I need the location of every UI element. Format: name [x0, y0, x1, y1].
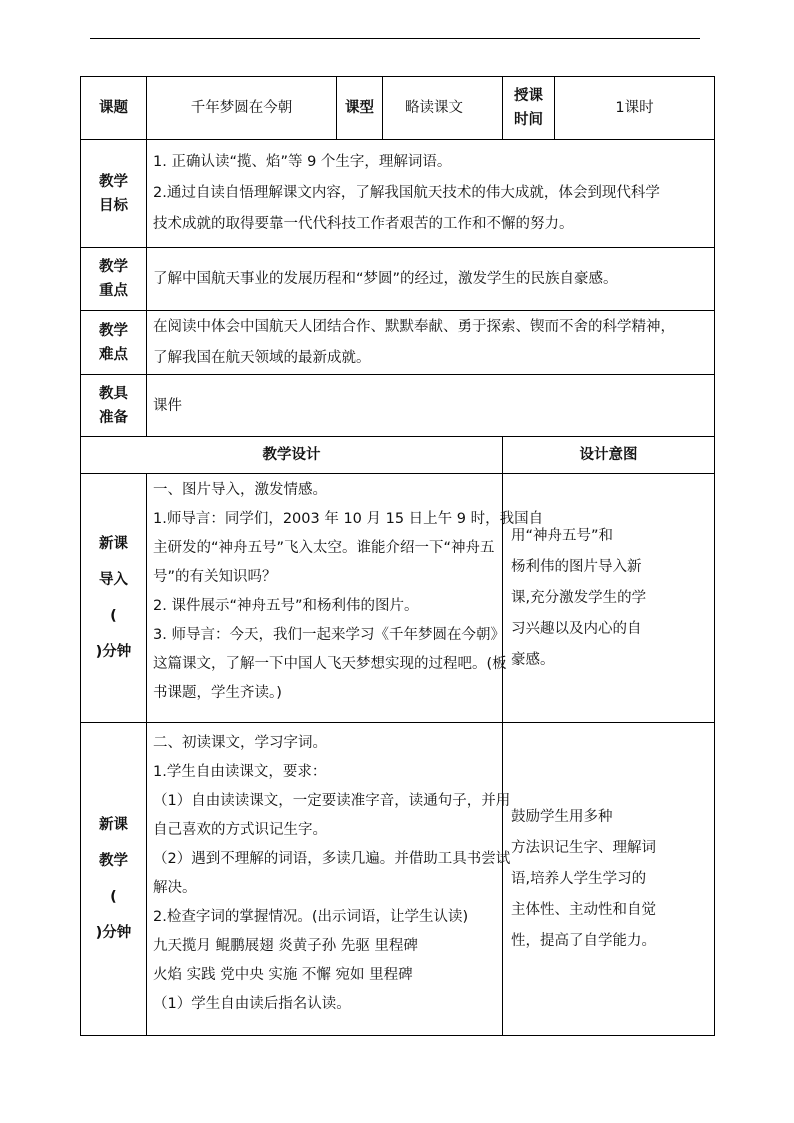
section2-line: （1）学生自由读后指名认读。: [153, 996, 351, 1012]
design-header: 教学设计: [81, 437, 503, 474]
tools-label: [81, 375, 147, 437]
section2-intent-line: 语,培养人学生学习的: [511, 870, 647, 887]
time-label: [503, 77, 555, 140]
section2-vocab-line: 九天揽月 鲲鹏展翅 炎黄子孙 先驱 里程碑: [153, 938, 418, 954]
difficulty-line: 在阅读中体会中国航天人团结合作、默默奉献、勇于探索、锲而不舍的科学精神，: [153, 318, 675, 335]
section2-intent-line: 性，提高了自学能力。: [511, 932, 656, 949]
section1-line: 1.师导言：同学们，2003 年 10 月 15 日上午 9 时，我国自: [153, 511, 544, 527]
type-label: 课型: [337, 77, 383, 140]
section2-intent-line: 主体性、主动性和自觉: [511, 901, 656, 918]
header-row: [81, 77, 715, 140]
section1-row: [81, 474, 715, 723]
focus-label-line2: 重点: [99, 283, 128, 299]
section1-line: 一、图片导入，激发情感。: [153, 482, 327, 498]
design-header-row: [81, 437, 715, 474]
section2-line: 二、初读课文，学习字词。: [153, 735, 327, 751]
section2-row: [81, 723, 715, 1036]
section2-label-line: 新课: [99, 817, 128, 833]
focus-row: [81, 248, 715, 311]
tools-label-line2: 准备: [99, 409, 128, 426]
section1-intent-line: 豪感。: [511, 651, 555, 668]
tools-label-line1: 教具: [99, 385, 128, 402]
tools-row: [81, 375, 715, 437]
section2-label-line: (: [110, 889, 117, 905]
goals-label-line1: 教学: [99, 173, 128, 190]
focus-content: [147, 248, 715, 311]
course-label: 课题: [81, 77, 147, 140]
section1-label-line: )分钟: [95, 644, 132, 660]
intent-header: 设计意图: [503, 437, 715, 474]
goals-line: 2.通过自读自悟理解课文内容，了解我国航天技术的伟大成就，体会到现代科学: [153, 185, 660, 201]
section1-line: 书课题，学生齐读。): [153, 685, 282, 701]
time-value: 1课时: [555, 77, 715, 140]
section2-line: （1）自由读读课文，一定要读准字音，读通句子，并用: [153, 793, 511, 809]
difficulty-line: 了解我国在航天领域的最新成就。: [153, 349, 371, 366]
section2-line: 1.学生自由读课文，要求：: [153, 764, 327, 780]
difficulty-label: [81, 311, 147, 375]
section2-line: 2.检查字词的掌握情况。(出示词语，让学生认读): [153, 909, 469, 925]
goals-label: [81, 140, 147, 248]
section1-intent-line: 习兴趣以及内心的自: [511, 620, 642, 637]
section2-intent-line: 鼓励学生用多种: [511, 808, 613, 825]
section1-line: 主研发的“神舟五号”飞入太空。谁能介绍一下“神舟五: [153, 540, 495, 556]
section1-line: 2. 课件展示“神舟五号”和杨利伟的图片。: [153, 598, 419, 614]
type-value: 略读课文: [383, 77, 503, 140]
goals-content: [147, 140, 715, 248]
section1-label-line: (: [110, 608, 117, 624]
header-rule: [90, 38, 700, 39]
section2-line: 解决。: [153, 880, 197, 896]
section2-line: 自己喜欢的方式识记生字。: [153, 822, 327, 838]
section2-content: [147, 723, 511, 1036]
goals-line: 技术成就的取得要靠一代代科技工作者艰苦的工作和不懈的努力。: [153, 216, 574, 232]
section1-label: [81, 474, 147, 723]
focus-label-line1: 教学: [99, 259, 128, 275]
focus-label: [81, 248, 147, 311]
difficulty-row: [81, 311, 715, 375]
section1-line: 这篇课文，了解一下中国人飞天梦想实现的过程吧。(板: [153, 656, 507, 672]
goals-line: 1. 正确认读“揽、焰”等 9 个生字，理解词语。: [153, 154, 452, 170]
goals-label-line2: 目标: [99, 197, 128, 214]
section2-label-line: )分钟: [95, 925, 132, 941]
section1-intent-line: 杨利伟的图片导入新: [511, 558, 642, 575]
goals-row: [81, 140, 715, 248]
difficulty-label-line2: 难点: [99, 346, 128, 363]
difficulty-label-line1: 教学: [99, 322, 128, 339]
section1-line: 3. 师导言：今天，我们一起来学习《千年梦圆在今朝》: [153, 627, 505, 643]
section2-line: （2）遇到不理解的词语，多读几遍。并借助工具书尝试: [153, 851, 511, 867]
section1-intent-line: 课,充分激发学生的学: [511, 589, 647, 606]
course-title: 千年梦圆在今朝: [147, 77, 337, 140]
focus-text: 了解中国航天事业的发展历程和“梦圆”的经过，激发学生的民族自豪感。: [153, 270, 618, 287]
section1-intent-line: 用“神舟五号”和: [511, 527, 614, 544]
section2-label: [81, 723, 147, 1036]
section1-label-line: 导入: [99, 572, 128, 588]
tools-content: 课件: [147, 375, 715, 437]
section2-intent-line: 方法识记生字、理解词: [511, 839, 656, 856]
section1-label-line: 新课: [99, 536, 128, 552]
lesson-plan-table: [80, 76, 715, 1036]
section1-line: 号”的有关知识吗？: [153, 569, 277, 585]
section2-vocab-line: 火焰 实践 党中央 实施 不懈 宛如 里程碑: [153, 967, 413, 983]
time-label-line2: 时间: [514, 112, 543, 128]
section2-intent: [503, 723, 715, 1036]
difficulty-content: [147, 311, 715, 375]
time-label-line1: 授课: [514, 88, 543, 104]
section2-label-line: 教学: [99, 853, 128, 869]
